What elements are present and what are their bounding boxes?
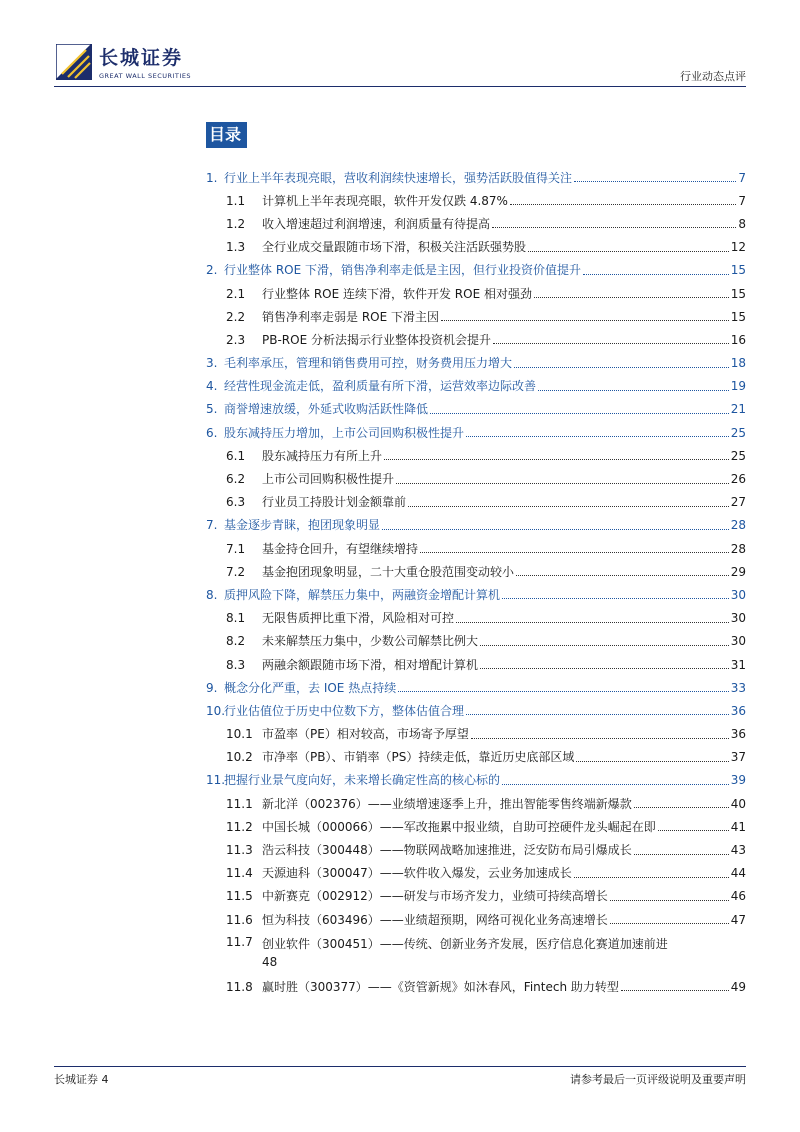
toc-dot-leader: [583, 274, 729, 275]
toc-section-entry[interactable]: [206, 537, 746, 560]
toc-dot-leader: [610, 900, 729, 901]
toc-entry-title: 基金逐步青睐，抱团现象明显: [224, 518, 381, 533]
toc-entry-page: 7: [738, 193, 746, 208]
toc-entry-title: 行业估值位于历史中位数下方，整体估值合理: [224, 703, 465, 718]
toc-chapter-entry[interactable]: [206, 421, 746, 444]
toc-entry-page: 12: [730, 240, 746, 255]
toc-entry-title: 概念分化严重，去 IOE 热点持续: [224, 680, 397, 695]
toc-entry-number: 7.1: [226, 541, 246, 556]
toc-entry-title: 基金持仓回升，有望继续增持: [262, 541, 419, 556]
toc-entry-page: 36: [730, 703, 746, 718]
toc-section-entry[interactable]: [206, 653, 746, 676]
toc-entry-page: 18: [730, 356, 746, 371]
toc-dot-leader: [634, 807, 729, 808]
toc-entry-number: 2.3: [226, 332, 246, 347]
toc-entry-page: 8: [738, 216, 746, 231]
toc-entry-number: 8.: [206, 587, 218, 602]
toc-chapter-entry[interactable]: [206, 352, 746, 375]
toc-section-entry[interactable]: [206, 282, 746, 305]
toc-entry-title: 收入增速超过利润增速，利润质量有待提高: [262, 216, 491, 231]
toc-entry-number: 10.2: [226, 750, 253, 765]
toc-entry-number: 11.1: [226, 796, 253, 811]
toc-entry-number: 2.2: [226, 309, 246, 324]
toc-section-entry[interactable]: [206, 975, 746, 998]
toc-entry-wrap: [262, 935, 742, 971]
toc-section-entry[interactable]: [206, 560, 746, 583]
toc-section-entry[interactable]: [206, 746, 746, 769]
toc-entry-title: 计算机上半年表现亮眼，软件开发仅跌 4.87%: [262, 193, 508, 208]
toc-dot-leader: [492, 227, 736, 228]
toc-dot-leader: [466, 436, 729, 437]
toc-dot-leader: [408, 506, 729, 507]
toc-dot-leader: [456, 622, 729, 623]
toc-section-entry[interactable]: [206, 607, 746, 630]
toc-entry-page: 37: [730, 750, 746, 765]
toc-dot-leader: [634, 854, 729, 855]
toc-section-entry[interactable]: [206, 212, 746, 235]
toc-dot-leader: [441, 320, 729, 321]
toc-entry-page: 21: [730, 402, 746, 417]
toc-entry-number: 8.2: [226, 634, 246, 649]
brand-name-en: GREAT WALL SECURITIES: [99, 72, 192, 80]
toc-dot-leader: [658, 830, 729, 831]
toc-entry-page: 46: [730, 889, 746, 904]
toc-dot-leader: [502, 598, 729, 599]
toc-entry-title: 基金抱团现象明显，二十大重仓股范围变动较小: [262, 564, 515, 579]
toc-entry-title: 上市公司回购积极性提升: [262, 472, 395, 487]
toc-entry-title: 中新赛克（002912）——研发与市场齐发力，业绩可持续高增长: [262, 889, 608, 904]
toc-dot-leader: [502, 784, 729, 785]
toc-dot-leader: [398, 691, 729, 692]
toc-chapter-entry[interactable]: [206, 699, 746, 722]
toc-entry-number: 2.: [206, 263, 218, 278]
toc-entry-title: 把握行业景气度向好，未来增长确定性高的核心标的: [224, 773, 501, 788]
toc-entry-page: 31: [730, 657, 746, 672]
toc-entry-number: 11.2: [226, 819, 253, 834]
toc-entry-title: 行业整体 ROE 连续下滑，软件开发 ROE 相对强劲: [262, 286, 532, 301]
toc-dot-leader: [466, 714, 729, 715]
toc-dot-leader: [514, 367, 729, 368]
toc-dot-leader: [576, 761, 728, 762]
toc-entry-page: 15: [730, 309, 746, 324]
toc-entry-number: 11.4: [226, 866, 253, 881]
toc-entry-page: 41: [730, 819, 746, 834]
toc-entry-number: 8.1: [226, 611, 246, 626]
toc-entry-page: 30: [730, 587, 746, 602]
toc-entry-page: 48: [262, 955, 278, 970]
toc-entry-number: 9.: [206, 680, 218, 695]
toc-entry-page: 26: [730, 472, 746, 487]
toc-dot-leader: [538, 390, 729, 391]
table-of-contents: [206, 166, 746, 998]
toc-entry-number: 1.1: [226, 193, 246, 208]
toc-entry-title: 销售净利率走弱是 ROE 下滑主因: [262, 309, 439, 324]
toc-chapter-entry[interactable]: [206, 259, 746, 282]
toc-entry-title: 行业整体 ROE 下滑，销售净利率走低是主因，但行业投资价值提升: [224, 263, 581, 278]
toc-entry-title: 商誉增速放缓，外延式收购活跃性降低: [224, 402, 429, 417]
toc-entry-page: 29: [730, 564, 746, 579]
toc-section-entry[interactable]: [206, 885, 746, 908]
toc-dot-leader: [528, 251, 729, 252]
toc-entry-title: 赢时胜（300377）——《资管新规》如沐春风，Fintech 助力转型: [262, 979, 619, 994]
toc-dot-leader: [610, 923, 729, 924]
report-type-label: 行业动态点评: [680, 70, 746, 83]
toc-entry-page: 15: [730, 263, 746, 278]
toc-section-entry[interactable]: [206, 723, 746, 746]
toc-chapter-entry[interactable]: [206, 398, 746, 421]
toc-entry-page: 47: [730, 912, 746, 927]
toc-entry-title: 市盈率（PE）相对较高，市场寄予厚望: [262, 727, 469, 742]
toc-dot-leader: [574, 181, 736, 182]
toc-entry-page: 30: [730, 634, 746, 649]
toc-section-entry[interactable]: [206, 467, 746, 490]
toc-entry-page: 16: [730, 332, 746, 347]
toc-chapter-entry[interactable]: [206, 676, 746, 699]
toc-section-entry[interactable]: [206, 305, 746, 328]
toc-entry-page: 33: [730, 680, 746, 695]
toc-entry-number: 11.6: [226, 912, 253, 927]
toc-dot-leader: [420, 552, 729, 553]
toc-dot-leader: [493, 343, 729, 344]
toc-entry-number: 1.3: [226, 240, 246, 255]
toc-entry-title: 未来解禁压力集中，少数公司解禁比例大: [262, 634, 479, 649]
header-divider: [54, 86, 746, 87]
toc-section-entry[interactable]: [206, 444, 746, 467]
toc-dot-leader: [480, 668, 729, 669]
toc-entry-number: 11.: [206, 773, 226, 788]
toc-entry-title: 天源迪科（300047）——软件收入爆发，云业务加速成长: [262, 866, 572, 881]
toc-section-entry[interactable]: [206, 491, 746, 514]
toc-title: 目录: [206, 122, 247, 148]
toc-entry-number: 10.: [206, 703, 226, 718]
toc-entry-page: 19: [730, 379, 746, 394]
toc-entry-number: 11.8: [226, 979, 253, 994]
great-wall-logo-icon: [56, 44, 92, 80]
toc-entry-title: 市净率（PB）、市销率（PS）持续走低，靠近历史底部区域: [262, 750, 575, 765]
toc-entry-title: 毛利率承压，管理和销售费用可控，财务费用压力增大: [224, 356, 513, 371]
toc-entry-page: 25: [730, 425, 746, 440]
toc-dot-leader: [510, 204, 736, 205]
toc-section-entry[interactable]: [206, 792, 746, 815]
toc-entry-number: 6.1: [226, 448, 246, 463]
toc-entry-page: 27: [730, 495, 746, 510]
toc-section-entry[interactable]: [206, 908, 746, 931]
toc-section-entry[interactable]: [206, 236, 746, 259]
toc-entry-title: 全行业成交量跟随市场下滑，积极关注活跃强势股: [262, 240, 527, 255]
toc-section-entry[interactable]: [206, 328, 746, 351]
toc-entry-title: PB-ROE 分析法揭示行业整体投资机会提升: [262, 332, 491, 347]
toc-dot-leader: [384, 459, 729, 460]
toc-section-entry[interactable]: [206, 815, 746, 838]
toc-entry-title: 经营性现金流走低，盈利质量有所下滑，运营效率边际改善: [224, 379, 537, 394]
toc-entry-number: 6.2: [226, 472, 246, 487]
toc-entry-page: 15: [730, 286, 746, 301]
toc-entry-title: 行业员工持股计划金额靠前: [262, 495, 407, 510]
toc-section-entry[interactable]: [206, 931, 746, 975]
toc-entry-title: 浩云科技（300448）——物联网战略加速推进，泛安防布局引爆成长: [262, 843, 632, 858]
toc-dot-leader: [471, 738, 729, 739]
toc-entry-page: 43: [730, 843, 746, 858]
toc-chapter-entry[interactable]: [206, 514, 746, 537]
toc-entry-page: 39: [730, 773, 746, 788]
toc-section-entry[interactable]: [206, 862, 746, 885]
toc-entry-title: 恒为科技（603496）——业绩超预期，网络可视化业务高速增长: [262, 912, 608, 927]
toc-entry-title: 股东减持压力有所上升: [262, 448, 383, 463]
toc-entry-title: 行业上半年表现亮眼，营收利润续快速增长，强势活跃股值得关注: [224, 170, 573, 185]
toc-entry-number: 3.: [206, 356, 218, 371]
toc-entry-number: 11.5: [226, 889, 253, 904]
toc-chapter-entry[interactable]: [206, 166, 746, 189]
toc-entry-number: 4.: [206, 379, 218, 394]
toc-dot-leader: [430, 413, 729, 414]
toc-entry-number: 10.1: [226, 727, 253, 742]
toc-entry-page: 25: [730, 448, 746, 463]
footer-divider: [54, 1066, 746, 1067]
toc-entry-page: 28: [730, 518, 746, 533]
toc-entry-title: 创业软件（300451）——传统、创新业务齐发展，医疗信息化赛道加速前进: [262, 937, 668, 952]
toc-dot-leader: [621, 990, 729, 991]
toc-entry-page: 30: [730, 611, 746, 626]
toc-entry-title: 质押风险下降，解禁压力集中，两融资金增配计算机: [224, 587, 501, 602]
toc-entry-title: 两融余额跟随市场下滑，相对增配计算机: [262, 657, 479, 672]
toc-dot-leader: [396, 483, 729, 484]
brand-name-cn: 长城证券: [99, 47, 184, 69]
footer-disclaimer: 请参考最后一页评级说明及重要声明: [570, 1073, 746, 1086]
toc-dot-leader: [480, 645, 729, 646]
toc-dot-leader: [574, 877, 729, 878]
toc-entry-page: 36: [730, 727, 746, 742]
toc-entry-number: 7.: [206, 518, 218, 533]
toc-entry-title: 新北洋（002376）——业绩增速逐季上升，推出智能零售终端新爆款: [262, 796, 632, 811]
toc-section-entry[interactable]: [206, 838, 746, 861]
toc-entry-page: 28: [730, 541, 746, 556]
toc-entry-number: 5.: [206, 402, 218, 417]
toc-entry-number: 1.2: [226, 216, 246, 231]
toc-entry-number: 1.: [206, 170, 218, 185]
toc-entry-page: 44: [730, 866, 746, 881]
toc-entry-number: 8.3: [226, 657, 246, 672]
toc-chapter-entry[interactable]: [206, 769, 746, 792]
toc-entry-title: 无限售质押比重下滑，风险相对可控: [262, 611, 455, 626]
toc-section-entry[interactable]: [206, 189, 746, 212]
toc-section-entry[interactable]: [206, 630, 746, 653]
toc-entry-title: 股东减持压力增加，上市公司回购积极性提升: [224, 425, 465, 440]
toc-entry-number: 6.3: [226, 495, 246, 510]
toc-dot-leader: [382, 529, 729, 530]
toc-entry-number: 7.2: [226, 564, 246, 579]
toc-dot-leader: [516, 575, 729, 576]
toc-entry-number: 11.3: [226, 843, 253, 858]
toc-entry-page: 7: [738, 170, 746, 185]
toc-entry-page: 40: [730, 796, 746, 811]
footer-page-label: 长城证券 4: [54, 1073, 109, 1086]
toc-chapter-entry[interactable]: [206, 375, 746, 398]
toc-dot-leader: [534, 297, 729, 298]
toc-entry-number: 2.1: [226, 286, 246, 301]
toc-chapter-entry[interactable]: [206, 583, 746, 606]
toc-entry-number: 11.7: [226, 935, 253, 950]
toc-entry-title: 中国长城（000066）——军改拖累中报业绩，自助可控硬件龙头崛起在即: [262, 819, 656, 834]
toc-entry-number: 6.: [206, 425, 218, 440]
toc-entry-page: 49: [730, 979, 746, 994]
